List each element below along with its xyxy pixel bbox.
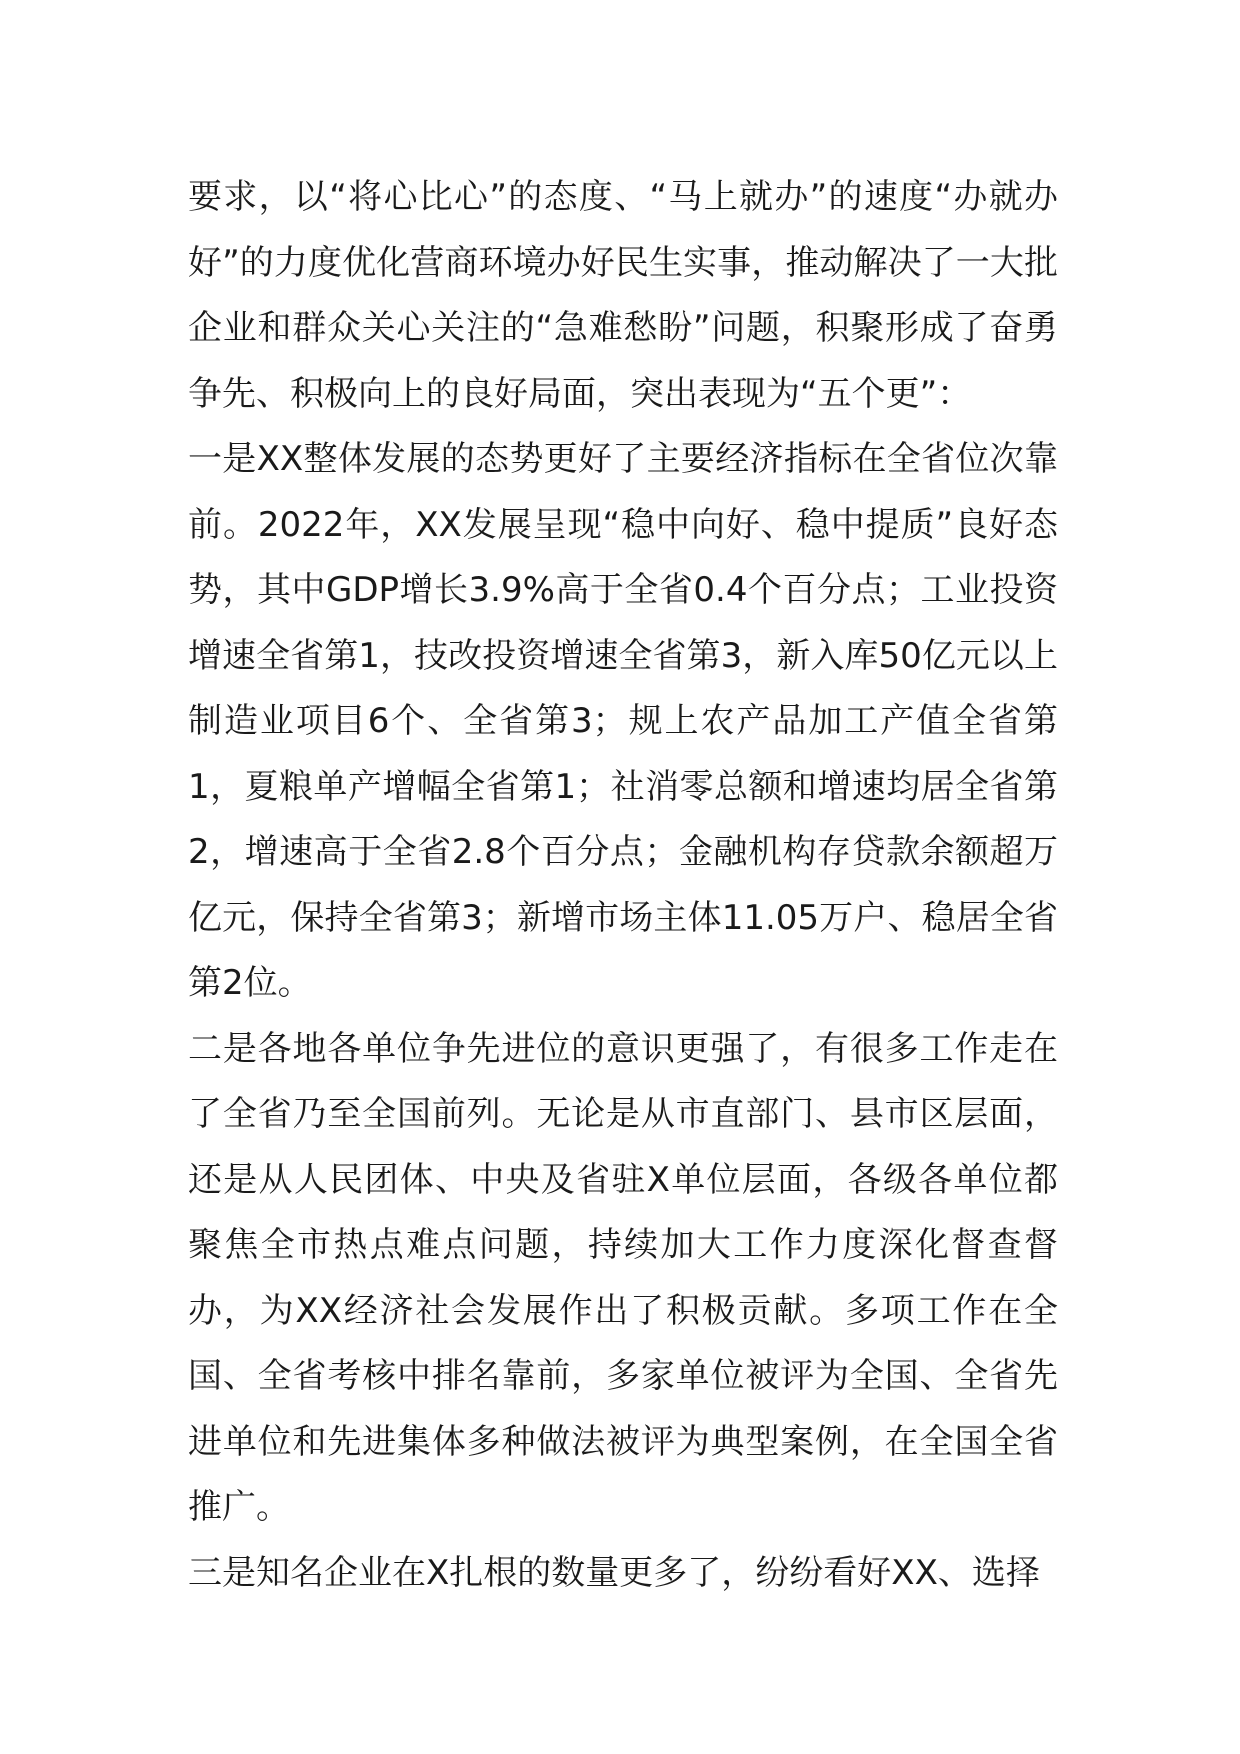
- paragraph-point-one: 一是XX整体发展的态势更好了主要经济指标在全省位次靠前。2022年，XX发展呈现“稳中向好、稳中提质”良好态势，其中GDP增长3.9%高于全省0.4个百分点；工业投资增速全省第1，技改投资增速全省第3，新入库50亿元以上制造业项目6个、全省第3；规上农产品加工产值全省第1，夏粮单产增幅全省第1；社消零总额和增速均居全省第2，增速高于全省2.8个百分点；金融机构存贷款余额超万亿元，保持全省第3；新增市场主体11.05万户、稳居全省第2位。: [188, 439, 1058, 1003]
- paragraph-point-two: 二是各地各单位争先进位的意识更强了，有很多工作走在了全省乃至全国前列。无论是从市直部门、县市区层面，还是从人民团体、中央及省驻X单位层面，各级各单位都聚焦全市热点难点问题，持续加大工作力度深化督查督办，为XX经济社会发展作出了积极贡献。多项工作在全国、全省考核中排名靠前，多家单位被评为全国、全省先进单位和先进集体多种做法被评为典型案例，在全国全省推广。: [188, 1028, 1058, 1527]
- document-page: [188, 165, 1058, 1606]
- paragraph-intro: 要求，以“将心比心”的态度、“马上就办”的速度“办就办好”的力度优化营商环境办好民生实事，推动解决了一大批企业和群众关心关注的“急难愁盼”问题，积聚形成了奋勇争先、积极向上的良好局面，突出表现为“五个更”：: [188, 177, 1058, 414]
- paragraph-point-three: 三是知名企业在X扎根的数量更多了，纷纷看好XX、选择: [188, 1552, 1040, 1593]
